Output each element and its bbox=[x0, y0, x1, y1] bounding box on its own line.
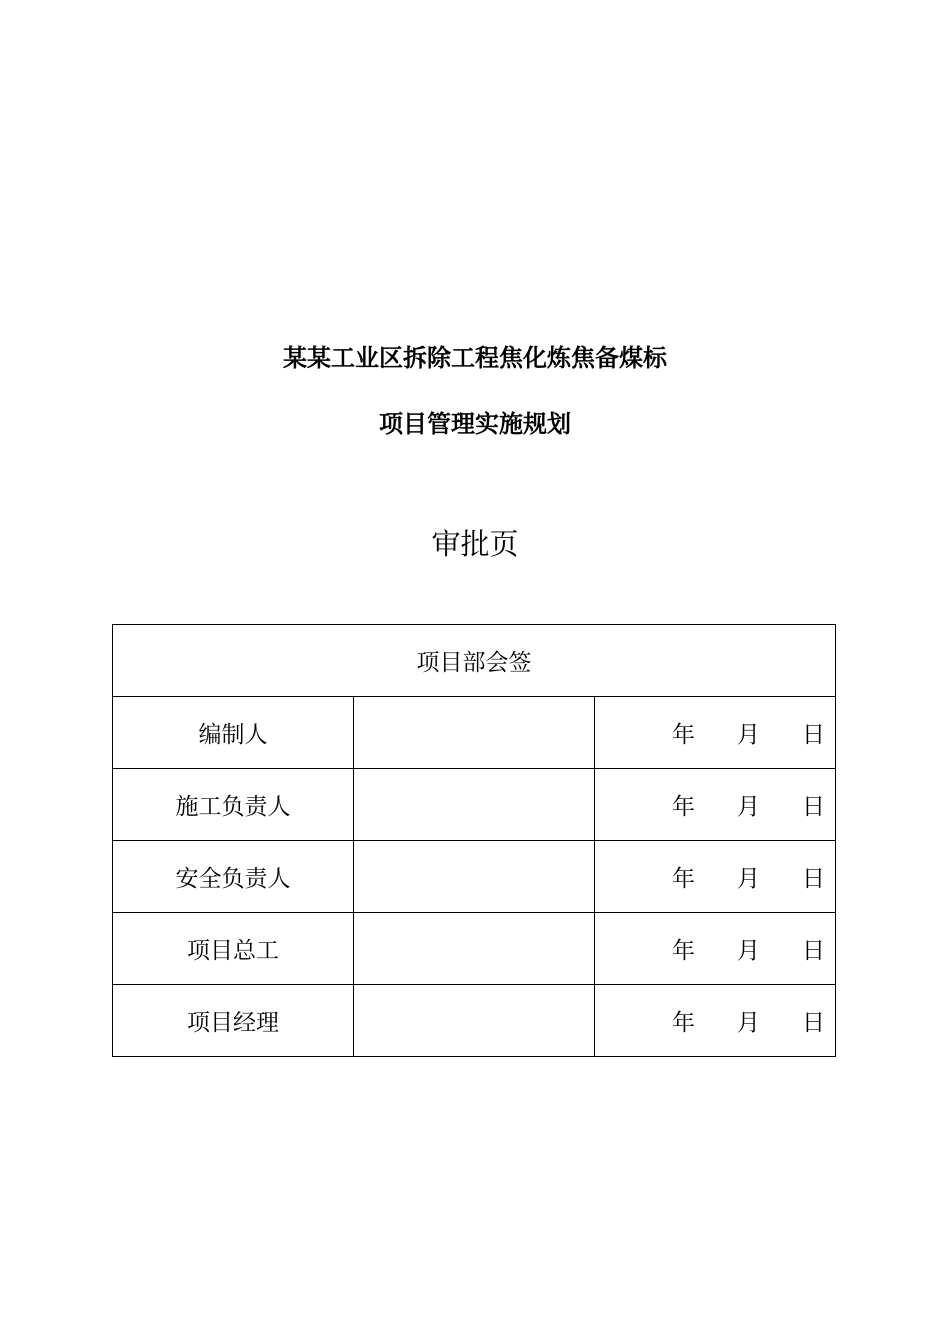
signature-field[interactable] bbox=[354, 841, 595, 913]
signoff-table bbox=[112, 624, 836, 1057]
date-year-label: 年 bbox=[672, 866, 696, 892]
signoff-header-row bbox=[113, 625, 836, 697]
date-day-label: 日 bbox=[802, 722, 826, 748]
signoff-row bbox=[113, 697, 836, 769]
signoff-row bbox=[113, 985, 836, 1057]
signature-field[interactable] bbox=[354, 913, 595, 985]
date-month-label: 月 bbox=[737, 722, 761, 748]
date-day-label: 日 bbox=[802, 794, 826, 820]
signoff-row bbox=[113, 841, 836, 913]
role-label: 施工负责人 bbox=[113, 769, 354, 841]
document-title-line-2: 项目管理实施规划 bbox=[379, 410, 571, 438]
date-field[interactable] bbox=[595, 841, 836, 913]
signoff-row bbox=[113, 769, 836, 841]
date-year-label: 年 bbox=[672, 938, 696, 964]
approval-page-heading: 审批页 bbox=[431, 527, 519, 561]
signoff-header: 项目部会签 bbox=[113, 625, 836, 697]
signature-field[interactable] bbox=[354, 769, 595, 841]
role-label: 安全负责人 bbox=[113, 841, 354, 913]
date-month-label: 月 bbox=[737, 1010, 761, 1036]
date-field[interactable] bbox=[595, 985, 836, 1057]
date-day-label: 日 bbox=[802, 866, 826, 892]
date-field[interactable] bbox=[595, 769, 836, 841]
date-day-label: 日 bbox=[802, 938, 826, 964]
date-year-label: 年 bbox=[672, 794, 696, 820]
date-field[interactable] bbox=[595, 697, 836, 769]
date-month-label: 月 bbox=[737, 938, 761, 964]
date-field[interactable] bbox=[595, 913, 836, 985]
role-label: 项目总工 bbox=[113, 913, 354, 985]
role-label: 编制人 bbox=[113, 697, 354, 769]
date-year-label: 年 bbox=[672, 1010, 696, 1036]
role-label: 项目经理 bbox=[113, 985, 354, 1057]
signoff-row bbox=[113, 913, 836, 985]
signature-field[interactable] bbox=[354, 697, 595, 769]
document-title-line-1: 某某工业区拆除工程焦化炼焦备煤标 bbox=[283, 344, 667, 372]
date-day-label: 日 bbox=[802, 1010, 826, 1036]
date-month-label: 月 bbox=[737, 866, 761, 892]
date-year-label: 年 bbox=[672, 722, 696, 748]
signature-field[interactable] bbox=[354, 985, 595, 1057]
date-month-label: 月 bbox=[737, 794, 761, 820]
